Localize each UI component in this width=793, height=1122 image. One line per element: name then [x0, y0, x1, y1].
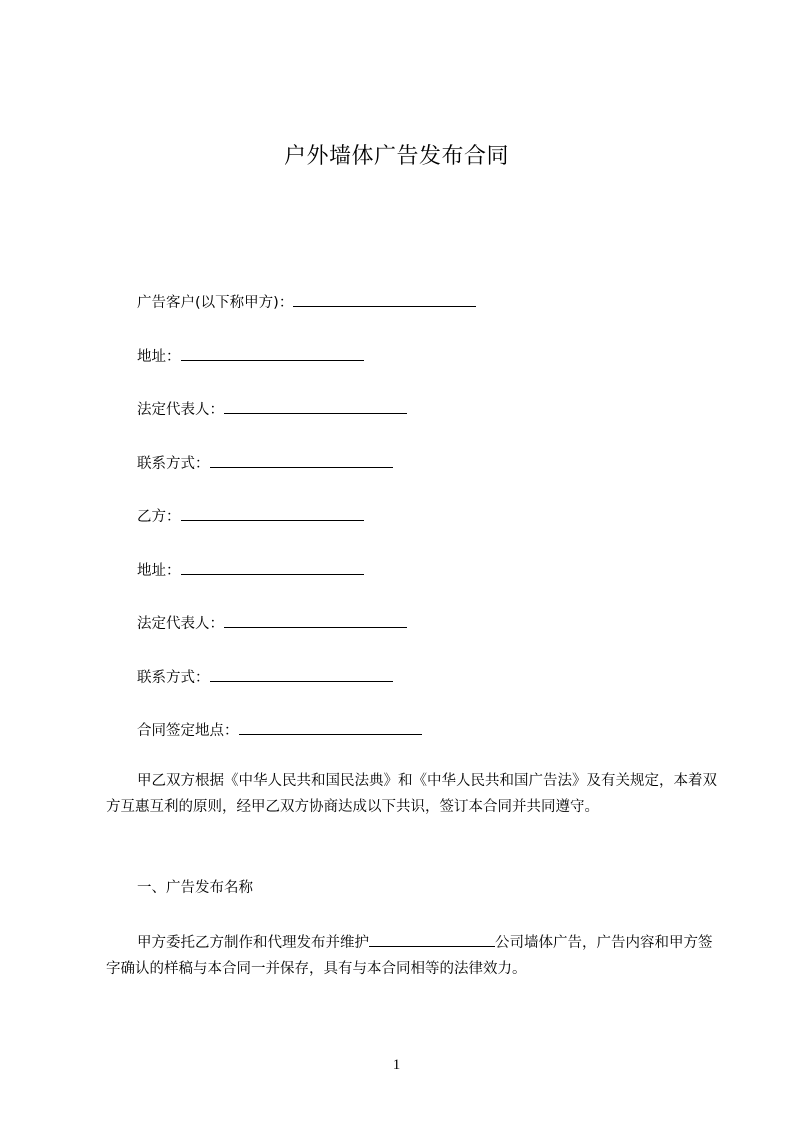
field-party-b-address	[137, 559, 364, 581]
fill-in-blank[interactable]	[369, 931, 495, 947]
field-label: 法定代表人：	[137, 616, 224, 632]
page-number: 1	[392, 1057, 401, 1073]
section-1-text-after: 公司墙体广告，广告内容和甲方签字确认的样稿与本合同一并保存，具有与本合同相等的法律效力。	[106, 935, 713, 977]
fill-in-blank[interactable]	[210, 452, 393, 468]
field-party-a-client	[137, 291, 476, 313]
section-1-heading: 一、广告发布名称	[137, 880, 253, 896]
field-party-a-contact	[137, 452, 393, 474]
fill-in-blank[interactable]	[210, 666, 393, 682]
field-party-b-representative	[137, 612, 407, 634]
fill-in-blank[interactable]	[293, 291, 476, 307]
field-label: 合同签定地点：	[137, 723, 239, 739]
field-party-b-contact	[137, 666, 393, 688]
field-label: 法定代表人：	[137, 402, 224, 418]
preamble-text: 甲乙双方根据《中华人民共和国民法典》和《中华人民共和国广告法》及有关规定，本着双方互惠互利的原则，经甲乙双方协商达成以下共识，签订本合同并共同遵守。	[106, 773, 717, 815]
fill-in-blank[interactable]	[181, 345, 364, 361]
field-label: 地址：	[137, 349, 181, 365]
field-party-a-representative	[137, 398, 407, 420]
field-label: 乙方：	[137, 509, 181, 525]
fill-in-blank[interactable]	[224, 612, 407, 628]
field-label: 联系方式：	[137, 670, 210, 686]
field-party-b	[137, 505, 364, 527]
field-label: 地址：	[137, 563, 181, 579]
field-label: 广告客户(以下称甲方)：	[137, 295, 294, 311]
preamble-paragraph	[106, 768, 718, 820]
fill-in-blank[interactable]	[239, 719, 422, 735]
section-1-paragraph	[106, 930, 718, 982]
field-party-a-address	[137, 345, 364, 367]
section-1-text-before: 甲方委托乙方制作和代理发布并维护	[137, 935, 369, 951]
field-label: 联系方式：	[137, 456, 210, 472]
document-title: 户外墙体广告发布合同	[283, 144, 509, 169]
field-signing-location	[137, 719, 422, 741]
fill-in-blank[interactable]	[181, 505, 364, 521]
fill-in-blank[interactable]	[224, 398, 407, 414]
fill-in-blank[interactable]	[181, 559, 364, 575]
